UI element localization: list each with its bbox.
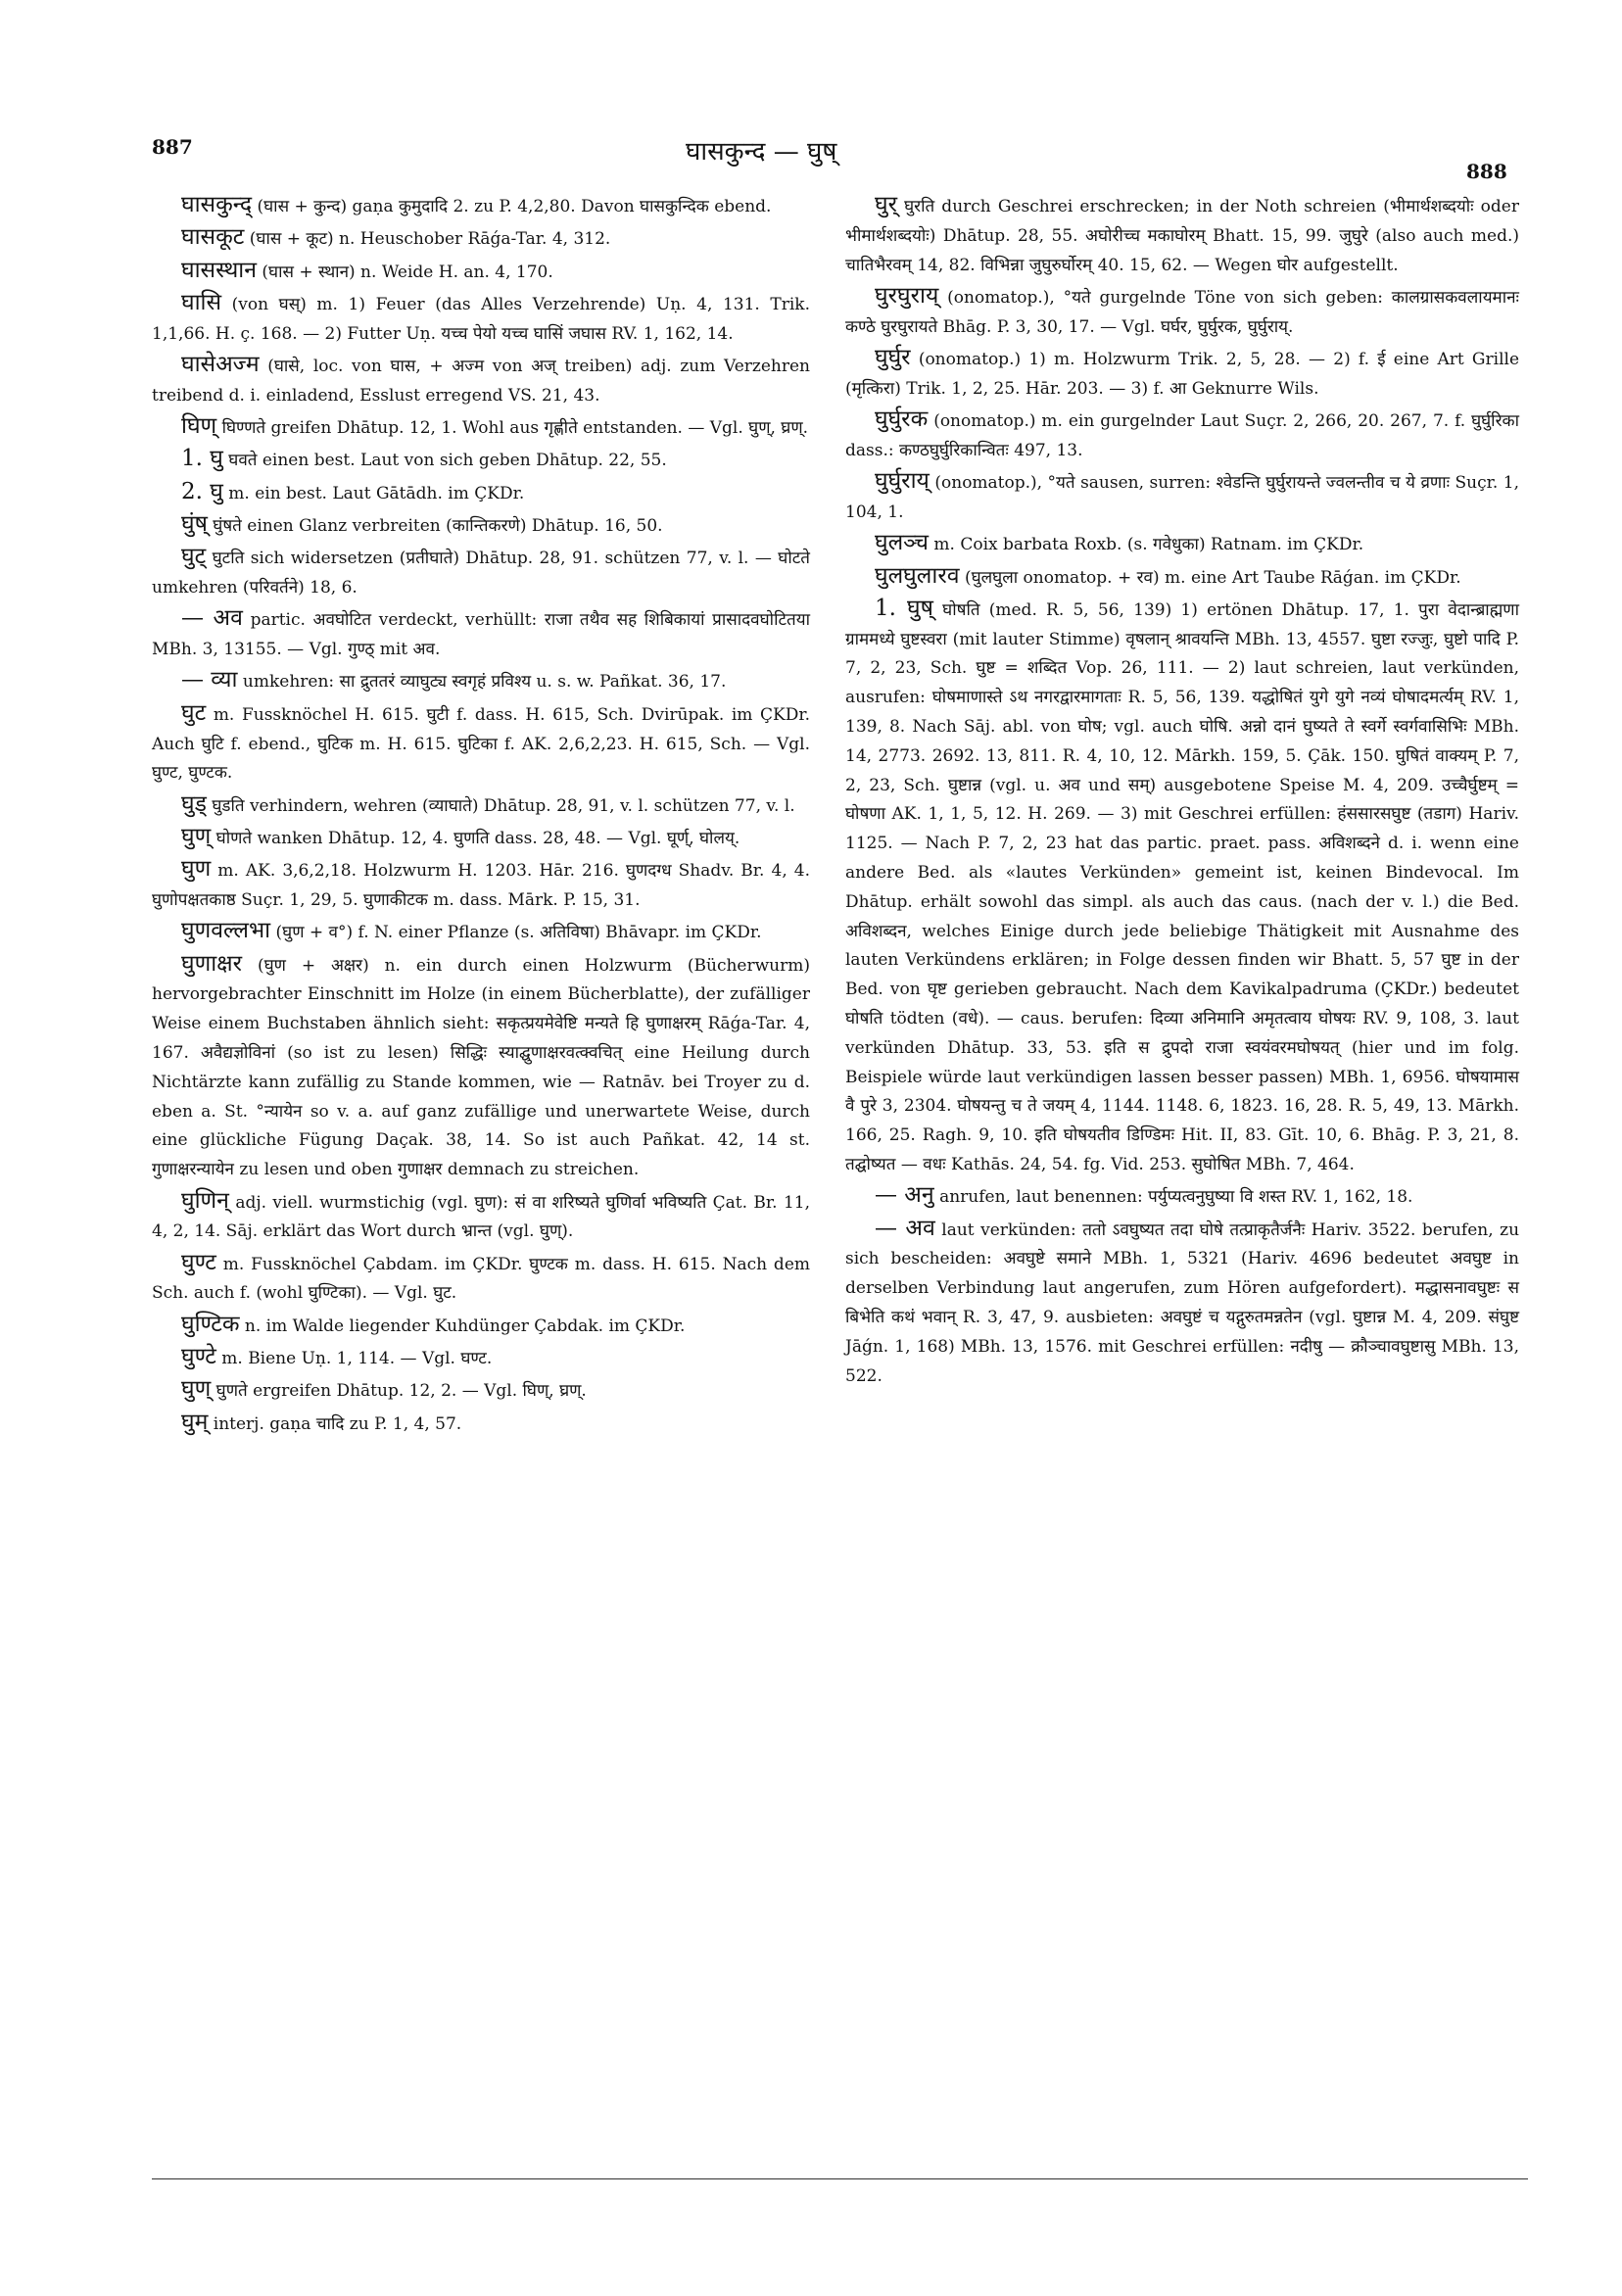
entry-headword: घासेअज्म	[181, 351, 260, 377]
entry-text: m. Fussknöchel H. 615. घुटी f. dass. H. 615, Sch. Dvirūpak. im ÇKDr. Auch घुटि f. ebend., घुटिक m. H. 615. घुटिका f. AK. 2,6,2,23. H. 615, Sch. — Vgl. घुण्ट, घुण्टक.	[152, 704, 811, 784]
entry-headword: घासि	[181, 289, 222, 315]
entry-headword: — अव	[181, 605, 243, 632]
dictionary-entry	[152, 1375, 810, 1407]
entry-text: partic. अवघोटित verdeckt, verhüllt: राजा तथैव सह शिबिकायां प्रासादवघोटितया MBh. 3, 13155. — Vgl. गुण्ठ् mit अव.	[152, 610, 810, 660]
entry-headword: — व्या	[181, 667, 238, 694]
dictionary-entry	[845, 406, 1519, 466]
entry-text: (onomatop.), °यते gurgelnde Töne von sich geben: कालग्रासकवलायमानः कण्ठे घुरघुरायते Bhāg. P. 3, 30, 17. — Vgl. घर्घर, घुर्घुरक, घुर्घुराय्.	[845, 287, 1519, 337]
dictionary-entry	[152, 412, 810, 444]
entry-headword: घुड्	[181, 790, 207, 817]
entry-text: (घुण + अक्षर) n. ein durch einen Holzwurm (Bücherwurm) hervorgebrachter Einschnitt im Holze (in einem Bücherblatte), der zufälliger Weise einem Buchstaben ähnlich sieht: सकृत्प्रयमेवेष्टि मन्यते हि घुणाक्षरम् Rāǵa-Tar. 4, 167. अवैद्यज्ञोविनां (so ist zu lesen) सिद्धिः स्याद्घुणाक्षरवत्क्वचित् eine Heilung durch Nichtärzte kann zufällig zu Stande kommen, wie — Ratnāv. bei Troyer zu d. eben a. St. °न्यायेन so v. a. auf ganz zufällige und unerwartete Weise, durch eine glückliche Fügung Daçak. 38, 14. So ist auch Pañkat. 42, 14 st. गुणाक्षरन्यायेन zu lesen und oben गुणाक्षर demnach zu streichen.	[152, 955, 811, 1180]
entry-text: घुरति durch Geschrei erschrecken; in der Noth schreien (भीमार्थशब्दयोः oder भीमार्थशब्दयोः) Dhātup. 28, 55. अघोरीच्च मकाघोरम् Bhatt. 15, 99. जुघुरे (also auch med.) चातिभैरवम् 14, 82. विभिन्ना जुघुरुर्घोरम् 40. 15, 62. — Wegen घोर aufgestellt.	[845, 197, 1519, 275]
entry-headword: घुंष्	[181, 510, 208, 537]
entry-headword: घुर्घुर	[875, 344, 911, 370]
entry-headword: घुण्टे	[181, 1343, 216, 1369]
entry-headword: घुम्	[181, 1409, 209, 1435]
dictionary-entry	[845, 1215, 1519, 1392]
entry-text: (onomatop.) m. ein gurgelnder Laut Suçr. 2, 266, 20. 267, 7. f. घुर्घुरिका dass.: कण्ठघुर्घुरिकान्वितः 497, 13.	[845, 411, 1519, 460]
dictionary-entry	[152, 445, 810, 476]
entry-text: (von घस्) m. 1) Feuer (das Alles Verzehrende) Uṇ. 4, 131. Trik. 1,1,66. H. ç. 168. — 2) Futter Uṇ. यच्च पेयो यच्च घासिं जघास RV. 1, 162, 14.	[152, 294, 810, 344]
entry-text: घिण्णते greifen Dhātup. 12, 1. Wohl aus गृह्णीते entstanden. — Vgl. घुण्, घ्रण्.	[221, 418, 809, 439]
entry-headword: घासस्थान	[181, 257, 258, 283]
dictionary-entry	[152, 1187, 810, 1248]
entry-headword: घुलञ्च	[875, 530, 929, 556]
dictionary-entry	[152, 604, 810, 665]
entry-headword: — अव	[875, 1215, 935, 1241]
entry-headword: घुलघुलारव	[875, 562, 960, 589]
dictionary-entry	[152, 289, 810, 350]
entry-headword: घिण्	[181, 413, 217, 440]
dictionary-entry	[845, 344, 1519, 405]
dictionary-entry	[152, 510, 810, 542]
entry-headword: घुणवल्लभा	[181, 918, 271, 944]
entry-text: adj. viell. wurmstichig (vgl. घुण): सं वा शरिष्यते घुणिर्वा भविष्यति Çat. Br. 11, 4, 2, 14. Sāj. erklärt das Wort durch भ्रान्त (vgl. घुण्).	[152, 1192, 810, 1242]
entry-headword: घुणिन्	[181, 1187, 229, 1214]
entry-text: m. AK. 3,6,2,18. Holzwurm H. 1203. Hār. 216. घुणदग्ध Shadv. Br. 4, 4. घुणोपक्षतकाष्ठ Suçr. 1, 29, 5. घुणाकीटक m. dass. Mārk. P. 15, 31.	[152, 861, 810, 911]
entry-text: (घुण + व°) f. N. einer Pflanze (s. अतिविषा) Bhāvapr. im ÇKDr.	[275, 923, 762, 943]
entry-headword: 1. घुष्	[875, 595, 933, 621]
dictionary-entry	[152, 666, 810, 697]
dictionary-entry	[152, 351, 810, 411]
dictionary-entry	[152, 543, 810, 603]
entry-headword: घुण्ट	[181, 1249, 216, 1275]
dictionary-entry	[152, 855, 810, 916]
dictionary-entry	[845, 282, 1519, 343]
dictionary-entry	[152, 823, 810, 854]
entry-text: interj. gaṇa चादि zu P. 1, 4, 57.	[213, 1413, 462, 1434]
entry-headword: घुर्घुरक	[875, 407, 929, 433]
dictionary-entry	[845, 595, 1519, 1180]
entry-text: laut verkünden: ततो ऽवघुष्यत तदा घोषे तत्प्राकृतैर्जनैः Hariv. 3522. berufen, zu sich bescheiden: अवघुष्टे समाने MBh. 1, 5321 (Hariv. 4696 bedeutet अवघुष्ट in derselben Verbindung laut angerufen, zum Hören aufgefordert). मद्धासनावघुष्टः स बिभेति कथं भवान् R. 3, 47, 9. ausbieten: अवघुष्टं च यद्गुरुतमन्नतेन (vgl. घुष्टान्न M. 4, 209. संघुष्ट Jāǵn. 1, 168) MBh. 13, 1576. mit Geschrei erfüllen: नदीषु — क्रौञ्चावघुष्टासु MBh. 13, 522.	[845, 1220, 1520, 1386]
entry-text: घुटति sich widersetzen (प्रतीघाते) Dhātup. 28, 91. schützen 77, v. l. — घोटते umkehren (परिवर्तने) 18, 6.	[152, 549, 810, 598]
entry-headword: घुण्	[181, 1376, 212, 1403]
entry-headword: घुट्	[181, 544, 207, 570]
entry-headword: 1. घु	[181, 446, 223, 472]
entry-headword: घुण्	[181, 823, 212, 849]
entry-text: (घुलघुला onomatop. + रव) m. eine Art Taube Rāǵan. im ÇKDr.	[964, 567, 1461, 588]
dictionary-entry	[152, 1409, 810, 1440]
dictionary-entry	[845, 562, 1519, 594]
dictionary-entry	[152, 950, 810, 1185]
dictionary-entry	[152, 1343, 810, 1374]
entry-text: घुंषते einen Glanz verbreiten (कान्तिकरणे) Dhātup. 16, 50.	[213, 515, 663, 536]
dictionary-entry	[152, 699, 810, 789]
entry-text: (घास + स्थान) n. Weide H. an. 4, 170.	[262, 262, 553, 282]
entry-text: n. im Walde liegender Kuhdünger Çabdak. im ÇKDr.	[244, 1315, 686, 1336]
dictionary-entry	[152, 1249, 810, 1310]
dictionary-entry	[845, 191, 1519, 280]
page-number-right: 888	[1466, 160, 1507, 183]
entry-headword: घुण	[181, 856, 212, 883]
dictionary-entry	[152, 917, 810, 948]
entry-headword: घुण्टिक	[181, 1311, 240, 1337]
dictionary-entry	[845, 529, 1519, 560]
entry-headword: घुर्घुराय्	[875, 468, 930, 495]
left-column	[152, 191, 810, 1441]
page-number-left: 887	[152, 135, 193, 159]
bottom-rule	[152, 2178, 1528, 2179]
entry-text: m. Fussknöchel Çabdam. im ÇKDr. घुण्टक m. dass. H. 615. Nach dem Sch. auch f. (wohl घुण्टिका). — Vgl. घुट.	[152, 1254, 810, 1304]
entry-text: घुणते ergreifen Dhātup. 12, 2. — Vgl. घिण्, घ्रण्.	[215, 1381, 587, 1402]
running-title: घासकुन्द — घुष्	[686, 137, 837, 167]
dictionary-entry	[152, 191, 810, 222]
entry-headword: घुट	[181, 699, 207, 726]
entry-headword: घुरघुराय्	[875, 282, 939, 309]
dictionary-entry	[152, 790, 810, 822]
entry-headword: घासकूट	[181, 224, 245, 251]
dictionary-entry	[152, 478, 810, 509]
entry-headword: घासकुन्द्	[181, 192, 253, 217]
entry-text: m. Biene Uṇ. 1, 114. — Vgl. घण्ट.	[221, 1348, 493, 1368]
dictionary-entry	[152, 223, 810, 255]
entry-text: umkehren: सा द्रुततरं व्याघुट्य स्वगृहं प्रविश्य u. s. w. Pañkat. 36, 17.	[242, 672, 727, 693]
dictionary-entry	[152, 257, 810, 288]
entry-text: (घास + कुन्द) gaṇa कुमुदादि 2. zu P. 4,2,80. Davon घासकुन्दिक ebend.	[257, 197, 772, 216]
entry-text: m. ein best. Laut Gātādh. im ÇKDr.	[228, 483, 525, 503]
dictionary-entry	[845, 467, 1519, 528]
entry-text: (onomatop.) 1) m. Holzwurm Trik. 2, 5, 28. — 2) f. ई eine Art Grille (मृत्किरा) Trik. 1, 2, 25. Hār. 203. — 3) f. आ Geknurre Wils.	[845, 349, 1520, 399]
entry-text: घुडति verhindern, wehren (व्याघाते) Dhātup. 28, 91, v. l. schützen 77, v. l.	[212, 795, 795, 816]
entry-text: (onomatop.), °यते sausen, surren: श्वेडन्ति घुर्घुरायन्ते ज्वलन्तीव च ये व्रणाः Suçr. 1, 104, 1.	[845, 473, 1519, 522]
entry-text: घोणते wanken Dhātup. 12, 4. घुणति dass. 28, 48. — Vgl. घूर्ण्, घोलय्.	[215, 828, 740, 848]
right-column	[845, 191, 1519, 1393]
entry-text: anrufen, laut benennen: पर्युप्यत्वनुघुष्या वि शस्त RV. 1, 162, 18.	[939, 1187, 1413, 1208]
entry-headword: — अनु	[875, 1182, 934, 1209]
entry-text: घवते einen best. Laut von sich geben Dhātup. 22, 55.	[228, 451, 667, 471]
entry-headword: 2. घु	[181, 478, 223, 504]
entry-text: (घास + कूट) n. Heuschober Rāǵa-Tar. 4, 312.	[249, 229, 611, 250]
entry-headword: घुणाक्षर	[181, 950, 243, 977]
dictionary-entry	[845, 1181, 1519, 1213]
entry-text: (घासे, loc. von घास, + अज्म von अज् treiben) adj. zum Verzehren treibend d. i. einladend, Esslust erregend VS. 21, 43.	[152, 356, 810, 406]
dictionary-entry	[152, 1311, 810, 1342]
entry-text: घोषति (med. R. 5, 56, 139) 1) ertönen Dhātup. 17, 1. पुरा वेदान्ब्राह्मणा ग्राममध्ये घुष्टस्वरा (mit lauter Stimme) वृषलान् श्रावयन्ति MBh. 13, 4557. घुष्टा रज्जुः, घुष्टो पादि P. 7, 2, 23, Sch. घुष्ट = शब्दित Vop. 26, 111. — 2) laut schreien, laut verkünden, ausrufen: घोषमाणास्ते ऽथ नगरद्वारमागताः R. 5, 56, 139. यद्धोषितं युगे युगे नव्यं घोषादमर्त्यम् RV. 1, 139, 8. Nach Sāj. abl. von घोष; vgl. auch घोषि. अन्नो दानं घुष्यते ते स्वर्गे स्वर्गवासिभिः MBh. 14, 2773. 2692. 13, 811. R. 4, 10, 12. Mārkh. 159, 5. Çāk. 150. घुषितं वाक्यम् P. 7, 2, 23, Sch. घुष्टान्न (vgl. u. अव und सम्) ausgebotene Speise M. 4, 209. उच्चैर्घुष्टम् = घोषणा AK. 1, 1, 5, 12. H. 269. — 3) mit Geschrei erfüllen: हंससारसघुष्ट (तडाग) Hariv. 1125. — Nach P. 7, 2, 23 hat das partic. praet. pass. अविशब्दने d. i. wenn eine andere Bed. als «lautes Verkünden» gemeint ist, keinen Bindevocal. Im Dhātup. erhält sowohl das simpl. als auch das caus. (nach der v. l.) die Bed. अविशब्दन, welches Einige durch jede beliebige Thätigkeit mit Ausnahme des lauten Verkündens erklären; in Folge dessen finden wir Bhatt. 5, 57 घुष्ट in der Bed. von घृष्ट gerieben gebraucht. Nach dem Kavikalpadruma (ÇKDr.) bedeutet घोषति tödten (वधे). — caus. berufen: दिव्या अनिमानि अमृतत्वाय घोषयः RV. 9, 108, 3. laut verkünden Dhātup. 33, 53. इति स द्रुपदो राजा स्वयंवरमघोषयत् (hier und im folg. Beispiele würde laut verkündigen lassen besser passen) MBh. 1, 6956. घोषयामास वै पुरे 3, 2304. घोषयन्तु च ते जयम् 4, 1144. 1148. 6, 1823. 16, 28. R. 5, 49, 13. Mārkh. 166, 25. Ragh. 9, 10. इति घोषयतीव डिण्डिमः Hit. II, 83. Gīt. 10, 6. Bhāg. P. 3, 21, 8. तद्घोष्यत — वधः Kathās. 24, 54. fg. Vid. 253. सुघोषित MBh. 7, 464.	[845, 599, 1520, 1174]
entry-headword: घुर्	[875, 192, 897, 217]
entry-text: m. Coix barbata Roxb. (s. गवेधुका) Ratnam. im ÇKDr.	[933, 535, 1364, 555]
